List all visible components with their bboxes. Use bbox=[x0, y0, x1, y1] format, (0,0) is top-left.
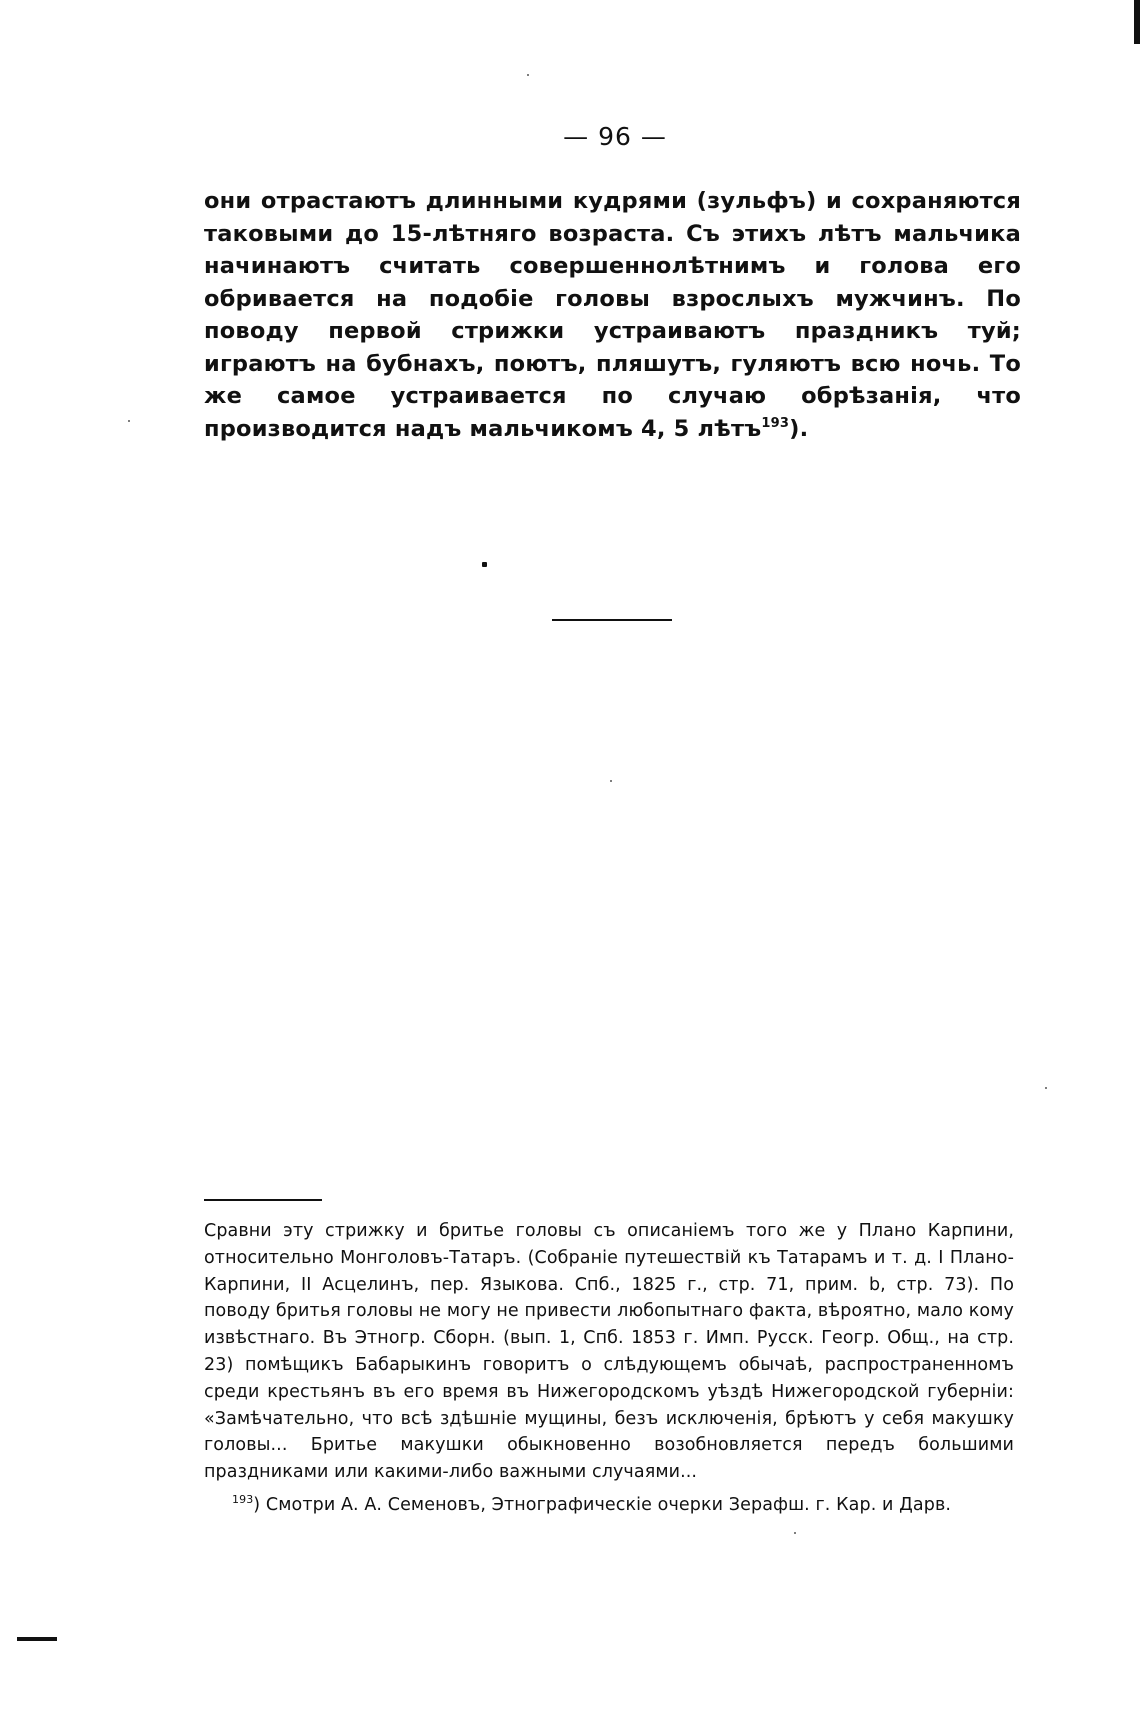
section-end-rule bbox=[552, 619, 672, 621]
footnote-193-text: ) Смотри А. А. Семеновъ, Этнографическіе очерки Зерафш. г. Кар. и Дарв. bbox=[253, 1494, 952, 1515]
footnote-continuation: Сравни эту стрижку и бритье головы съ описаніемъ того же у Плано Карпини, относительно Монголовъ-Татаръ. (Собраніе путешествій къ Татарамъ и т. д. I Плано-Карпини, II Асцелинъ, пер. Языкова. Спб., 1825 г., стр. 71, прим. b, стр. 73). По поводу бритья головы не могу не привести любопытнаго факта, вѣроятно, мало кому извѣстнаго. Въ Этногр. Сборн. (вып. 1, Спб. 1853 г. Имп. Русск. Геогр. Общ., на стр. 23) помѣщикъ Бабарыкинъ говоритъ о слѣдующемъ обычаѣ, распространенномъ среди крестьянъ въ его время въ Нижегородскомъ уѣздѣ Нижегородской губерніи: «Замѣчательно, что всѣ здѣшніе мущины, безъ исключенія, брѣютъ у себя макушку головы... Бритье макушки обыкновенно возобновляется передъ большими праздниками или какими-либо важными случаями... bbox=[204, 1221, 1014, 1483]
footnote-separator-rule bbox=[204, 1199, 322, 1201]
footnote-reference: 193 bbox=[761, 415, 790, 431]
main-paragraph-end: ). bbox=[789, 415, 809, 442]
scan-speck bbox=[527, 74, 529, 76]
main-text-block bbox=[204, 185, 1021, 445]
scan-speck bbox=[1045, 1087, 1047, 1089]
margin-mark bbox=[17, 1637, 57, 1641]
scan-speck bbox=[128, 420, 130, 422]
main-paragraph bbox=[204, 185, 1021, 445]
main-paragraph-text: они отрастаютъ длинными кудрями (зульфъ) и сохраняются таковыми до 15-лѣтняго возраста. Съ этихъ лѣтъ мальчика начинаютъ считать совершеннолѣтнимъ и голова его обривается на подобіе головы взрослыхъ мужчинъ. По поводу первой стрижки устраиваютъ праздникъ туй; играютъ на бубнахъ, поютъ, пляшутъ, гуляютъ всю ночь. То же самое устраивается по случаю обрѣзанія, что производится надъ мальчикомъ 4, 5 лѣтъ bbox=[204, 188, 1021, 442]
print-dot bbox=[482, 562, 487, 567]
footnote-number: 193 bbox=[232, 1492, 254, 1506]
footnote-193 bbox=[204, 1492, 1014, 1519]
scan-edge-mark bbox=[1134, 0, 1140, 44]
scan-speck bbox=[794, 1532, 796, 1534]
page-number: — 96 — bbox=[563, 122, 667, 151]
footnotes-block bbox=[204, 1218, 1014, 1519]
scan-speck bbox=[610, 780, 612, 782]
